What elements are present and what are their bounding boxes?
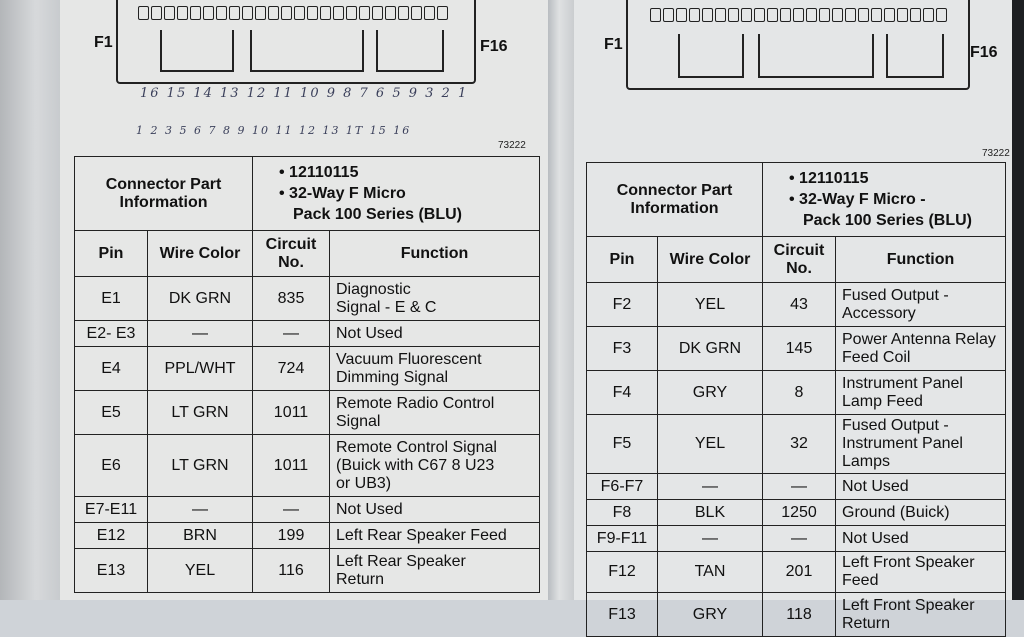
handwritten-pin-numbers-bottom: 1 2 3 5 6 7 8 9 10 11 12 13 1T 15 16 <box>136 124 412 137</box>
pin-cell: E5 <box>75 391 148 435</box>
part-info-values: • 12110115 • 32-Way F Micro Pack 100 Series (BLU) <box>253 157 540 231</box>
wire-color-cell: — <box>148 321 253 347</box>
wire-color-cell: YEL <box>658 283 763 327</box>
table-row <box>587 552 1006 593</box>
circuit-cell: 1250 <box>763 500 836 526</box>
connector-pin <box>754 8 765 22</box>
connector-pin <box>936 8 947 22</box>
wire-color-cell: GRY <box>658 371 763 415</box>
connector-pin <box>663 8 674 22</box>
connector-pin <box>203 6 214 20</box>
left-page <box>60 0 550 600</box>
label-f1: F1 <box>604 36 623 53</box>
connector-pin <box>715 8 726 22</box>
function-cell <box>330 549 540 593</box>
book-gutter <box>548 0 576 600</box>
connector-pin <box>385 6 396 20</box>
wire-color-cell: DK GRN <box>148 277 253 321</box>
table-row <box>75 497 540 523</box>
function-cell <box>836 474 1006 500</box>
pin-cell: E13 <box>75 549 148 593</box>
circuit-cell: 32 <box>763 415 836 474</box>
connector-pin <box>333 6 344 20</box>
header-wire-color: Wire Color <box>148 231 253 277</box>
wire-color-cell: YEL <box>148 549 253 593</box>
circuit-cell: 1011 <box>253 435 330 497</box>
part-info-label: Connector Part Information <box>587 163 763 237</box>
wire-color-cell: GRY <box>658 593 763 637</box>
circuit-cell: — <box>253 321 330 347</box>
label-f16: F16 <box>480 38 508 55</box>
connector-pin <box>320 6 331 20</box>
function-line: Left Rear Speaker Feed <box>336 526 507 544</box>
figure-number: 73222 <box>498 140 526 151</box>
header-circuit-no: Circuit No. <box>763 237 836 283</box>
connector-pin <box>255 6 266 20</box>
function-line: Left Front Speaker Feed <box>842 554 975 589</box>
function-line: Lamp Feed <box>842 392 923 410</box>
connector-pin <box>806 8 817 22</box>
pin-cell: F8 <box>587 500 658 526</box>
function-line: Instrument Panel <box>842 374 963 392</box>
function-line: Left Front Speaker <box>842 596 975 614</box>
table-row <box>75 435 540 497</box>
function-line: Accessory <box>842 304 916 322</box>
connector-pin <box>177 6 188 20</box>
connector-pin <box>845 8 856 22</box>
function-line: Fused Output - <box>842 286 949 304</box>
table-row <box>587 593 1006 637</box>
wire-color-cell: DK GRN <box>658 327 763 371</box>
pin-cell: E4 <box>75 347 148 391</box>
function-line: Remote Radio Control <box>336 394 495 412</box>
function-line: (Buick with C67 8 U23 <box>336 456 495 474</box>
table-row <box>75 523 540 549</box>
function-line: Not Used <box>842 529 909 547</box>
connector-pin <box>871 8 882 22</box>
pin-cell: F12 <box>587 552 658 593</box>
circuit-cell: 199 <box>253 523 330 549</box>
circuit-cell: 116 <box>253 549 330 593</box>
connector-pin <box>164 6 175 20</box>
function-cell <box>330 523 540 549</box>
pin-cell: F5 <box>587 415 658 474</box>
pin-cell: E12 <box>75 523 148 549</box>
circuit-cell: 201 <box>763 552 836 593</box>
wire-color-cell: BLK <box>658 500 763 526</box>
function-line: Left Rear Speaker <box>336 552 466 570</box>
function-cell <box>330 347 540 391</box>
pin-cell: F2 <box>587 283 658 327</box>
function-line: Vacuum Fluorescent <box>336 350 482 368</box>
function-line: Feed Coil <box>842 348 911 366</box>
connector-pin <box>229 6 240 20</box>
connector-pin <box>346 6 357 20</box>
connector-pin <box>398 6 409 20</box>
circuit-cell: — <box>253 497 330 523</box>
table-row <box>587 283 1006 327</box>
table-row <box>587 371 1006 415</box>
connector-pin <box>897 8 908 22</box>
table-row <box>587 327 1006 371</box>
function-cell <box>330 277 540 321</box>
connector-pin-row <box>650 8 947 22</box>
header-circuit-no: Circuit No. <box>253 231 330 277</box>
circuit-cell: — <box>763 474 836 500</box>
function-cell <box>836 283 1006 327</box>
circuit-cell: 43 <box>763 283 836 327</box>
function-line: Dimming Signal <box>336 368 449 386</box>
pin-cell: E6 <box>75 435 148 497</box>
connector-pin <box>268 6 279 20</box>
function-line: Not Used <box>336 324 403 342</box>
connector-pin <box>307 6 318 20</box>
part-info-label: Connector Part Information <box>75 157 253 231</box>
function-cell <box>330 497 540 523</box>
header-pin: Pin <box>587 237 658 283</box>
circuit-cell: 835 <box>253 277 330 321</box>
pin-cell: F3 <box>587 327 658 371</box>
function-cell <box>836 327 1006 371</box>
function-cell <box>330 435 540 497</box>
circuit-cell: — <box>763 526 836 552</box>
function-line: Return <box>842 614 891 632</box>
connector-pin <box>741 8 752 22</box>
connector-pin <box>819 8 830 22</box>
table-row <box>75 277 540 321</box>
connector-pin <box>359 6 370 20</box>
table-row <box>587 500 1006 526</box>
connector-pin <box>151 6 162 20</box>
header-wire-color: Wire Color <box>658 237 763 283</box>
connector-latch-right <box>886 34 944 78</box>
function-line: Signal - E & C <box>336 298 437 316</box>
pin-cell: F6-F7 <box>587 474 658 500</box>
connector-pin <box>242 6 253 20</box>
table-row <box>75 321 540 347</box>
connector-pin <box>437 6 448 20</box>
function-line: Power Antenna Relay <box>842 330 996 348</box>
connector-pin <box>910 8 921 22</box>
table-row <box>75 347 540 391</box>
table-row <box>75 549 540 593</box>
connector-pin <box>281 6 292 20</box>
connector-pin <box>793 8 804 22</box>
wire-color-cell: PPL/WHT <box>148 347 253 391</box>
connector-pin <box>780 8 791 22</box>
connector-pin <box>676 8 687 22</box>
header-function: Function <box>836 237 1006 283</box>
circuit-cell: 145 <box>763 327 836 371</box>
function-line: Diagnostic <box>336 280 411 298</box>
function-cell <box>836 415 1006 474</box>
pin-cell: E1 <box>75 277 148 321</box>
connector-table <box>586 162 1006 637</box>
function-line: Not Used <box>842 477 909 495</box>
connector-pin <box>702 8 713 22</box>
handwritten-pin-numbers-top: 16 15 14 13 12 11 10 9 8 7 6 5 9 3 2 1 <box>140 86 469 101</box>
pin-cell: F4 <box>587 371 658 415</box>
wire-color-cell: LT GRN <box>148 391 253 435</box>
function-cell <box>330 321 540 347</box>
book-edge-right <box>1012 0 1024 600</box>
table-row <box>587 474 1006 500</box>
connector-table <box>74 156 540 593</box>
function-line: Fused Output - <box>842 417 949 434</box>
connector-latch-left <box>160 30 234 72</box>
right-page <box>574 0 1014 632</box>
connector-latch-right <box>376 30 444 72</box>
connector-pin <box>294 6 305 20</box>
function-line: Return <box>336 570 385 588</box>
wire-color-cell: YEL <box>658 415 763 474</box>
connector-pin <box>424 6 435 20</box>
function-line: Instrument Panel Lamps <box>842 435 963 470</box>
function-line: or UB3) <box>336 474 392 492</box>
pin-cell: F9-F11 <box>587 526 658 552</box>
wire-color-cell: — <box>148 497 253 523</box>
part-info-values: • 12110115 • 32-Way F Micro - Pack 100 Series (BLU) <box>763 163 1006 237</box>
connector-pin <box>216 6 227 20</box>
function-line: Not Used <box>336 500 403 518</box>
label-f1: F1 <box>94 34 113 51</box>
connector-pin <box>689 8 700 22</box>
function-cell <box>836 500 1006 526</box>
function-cell <box>836 371 1006 415</box>
connector-latch-left <box>678 34 744 78</box>
wire-color-cell: — <box>658 474 763 500</box>
connector-pin <box>728 8 739 22</box>
table-row <box>75 391 540 435</box>
connector-pin <box>923 8 934 22</box>
table-header-row <box>587 237 1006 283</box>
wire-color-cell: BRN <box>148 523 253 549</box>
function-line: Ground (Buick) <box>842 503 950 521</box>
connector-latch-center <box>758 34 874 78</box>
circuit-cell: 118 <box>763 593 836 637</box>
function-cell <box>330 391 540 435</box>
pin-cell: E2- E3 <box>75 321 148 347</box>
figure-number: 73222 <box>982 148 1010 159</box>
connector-pin <box>411 6 422 20</box>
circuit-cell: 8 <box>763 371 836 415</box>
function-line: Signal <box>336 412 381 430</box>
pin-cell: F13 <box>587 593 658 637</box>
connector-pin <box>138 6 149 20</box>
connector-pin <box>884 8 895 22</box>
wire-color-cell: LT GRN <box>148 435 253 497</box>
connector-pin <box>650 8 661 22</box>
function-cell <box>836 593 1006 637</box>
header-function: Function <box>330 231 540 277</box>
function-cell <box>836 552 1006 593</box>
table-row <box>587 526 1006 552</box>
wire-color-cell: — <box>658 526 763 552</box>
label-f16: F16 <box>970 44 998 61</box>
wire-color-cell: TAN <box>658 552 763 593</box>
connector-pin <box>858 8 869 22</box>
function-cell <box>836 526 1006 552</box>
function-line: Remote Control Signal <box>336 438 497 456</box>
connector-pin <box>767 8 778 22</box>
connector-pin <box>190 6 201 20</box>
connector-pin-row <box>138 6 448 20</box>
pin-cell: E7-E11 <box>75 497 148 523</box>
connector-pin <box>832 8 843 22</box>
table-row <box>587 415 1006 474</box>
circuit-cell: 1011 <box>253 391 330 435</box>
connector-pin <box>372 6 383 20</box>
table-header-row <box>75 231 540 277</box>
book-edge-left <box>0 0 60 600</box>
header-pin: Pin <box>75 231 148 277</box>
circuit-cell: 724 <box>253 347 330 391</box>
connector-latch-center <box>250 30 364 72</box>
